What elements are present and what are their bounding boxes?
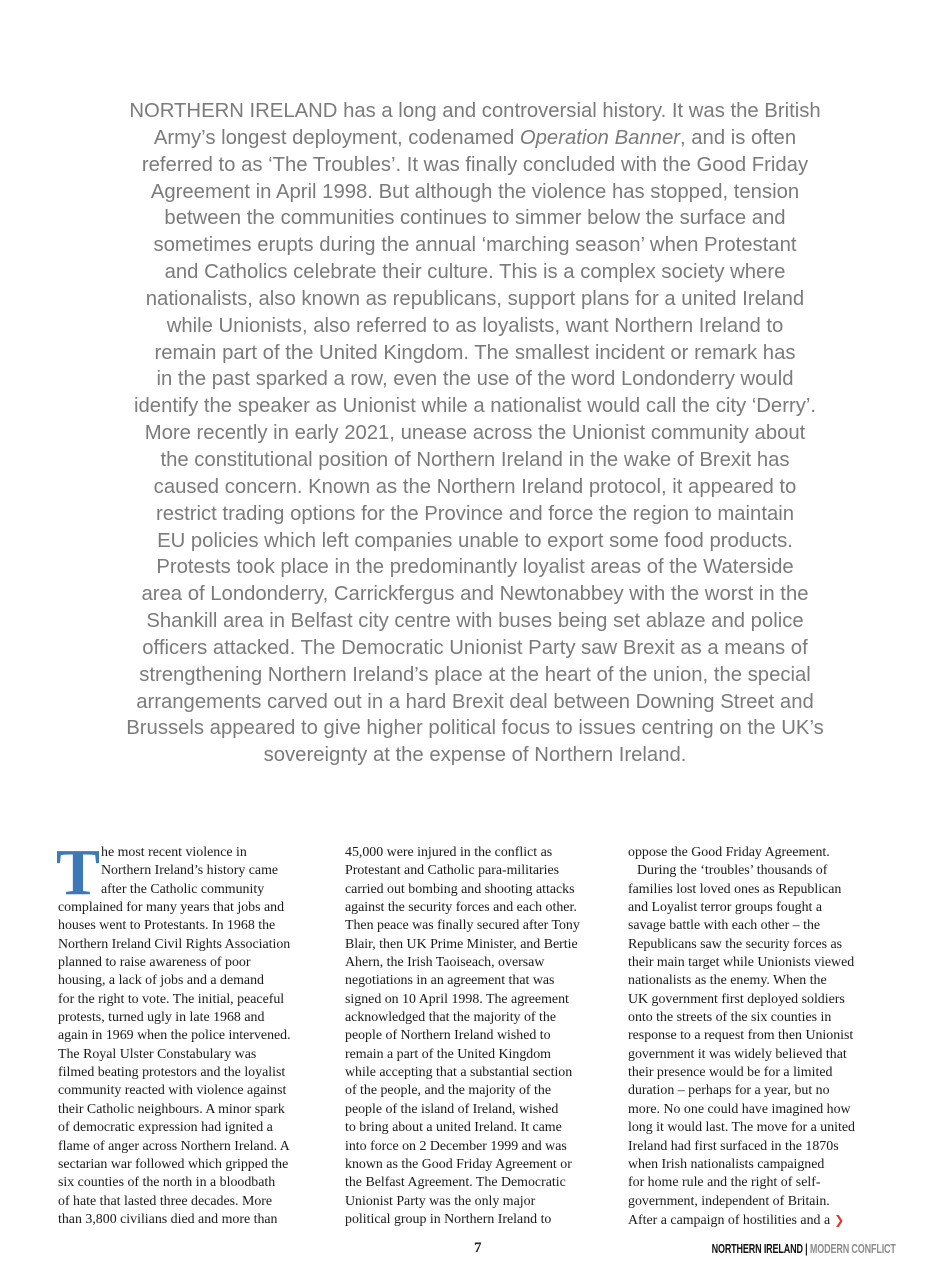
body-line-text: after the Catholic community xyxy=(101,881,265,897)
body-line-text: Ahern, the Irish Taoiseach, oversaw xyxy=(345,955,545,971)
body-line xyxy=(58,972,343,990)
body-line-text: acknowledged that the majority of the xyxy=(345,1010,556,1026)
body-line-text: Republicans saw the security forces as xyxy=(628,936,843,952)
body-line xyxy=(58,1193,343,1211)
body-line-text: long it would last. The move for a united xyxy=(628,1120,855,1136)
body-line-text: and Loyalist terror groups fought a xyxy=(628,900,823,916)
body-line xyxy=(345,1174,630,1192)
body-line xyxy=(345,899,630,917)
body-line xyxy=(58,1064,343,1082)
body-line xyxy=(58,862,343,880)
body-line-text: signed on 10 April 1998. The agreement xyxy=(345,991,569,1007)
intro-line: Agreement in April 1998. But although the violence has stopped, tension xyxy=(150,180,800,203)
body-line-text: houses went to Protestants. In 1968 the xyxy=(58,918,276,934)
body-line xyxy=(345,1064,630,1082)
footer-section: NORTHERN IRELAND xyxy=(711,1242,804,1256)
body-line xyxy=(628,1119,913,1137)
body-column-1 xyxy=(56,836,343,1229)
body-line-text: filmed beating protestors and the loyalist xyxy=(58,1065,286,1081)
body-line xyxy=(58,899,343,917)
body-line-text: remain a part of the United Kingdom xyxy=(345,1046,551,1062)
operation-name: Operation Banner xyxy=(519,126,680,149)
body-line xyxy=(345,1119,630,1137)
body-line xyxy=(345,1211,630,1229)
body-line xyxy=(58,844,343,862)
body-line xyxy=(58,1174,343,1192)
body-line-text: After a campaign of hostilities and a xyxy=(628,1212,831,1228)
intro-line: caused concern. Known as the Northern Ireland protocol, it appeared to xyxy=(153,475,797,498)
body-line xyxy=(58,1101,343,1119)
body-line-text: to bring about a united Ireland. It came xyxy=(345,1120,562,1136)
body-line-text: 45,000 were injured in the conflict as xyxy=(345,845,553,860)
body-line-text: six counties of the north in a bloodbath xyxy=(58,1175,276,1191)
body-line-text: their presence would be for a limited xyxy=(628,1065,833,1081)
body-line-text: government it was widely believed that xyxy=(628,1046,847,1062)
intro-line: Protests took place in the predominantly loyalist areas of the Waterside xyxy=(156,556,794,579)
body-line-text: he most recent violence in xyxy=(101,845,247,860)
intro-line: referred to as ‘The Troubles’. It was finally concluded with the Good Friday xyxy=(141,153,809,176)
body-line xyxy=(345,991,630,1009)
intro-line: Brussels appeared to give higher political focus to issues centring on the UK’s xyxy=(126,717,824,740)
body-line xyxy=(628,1211,913,1230)
body-line-text: for home rule and the right of self- xyxy=(628,1175,821,1191)
intro-text: , and is often xyxy=(679,126,797,149)
body-line-text: Protestant and Catholic para-militaries xyxy=(345,863,560,879)
body-line-text: than 3,800 civilians died and more than xyxy=(58,1211,278,1227)
body-line xyxy=(345,1027,630,1045)
body-line-text: sectarian war followed which gripped the xyxy=(58,1156,289,1172)
body-line xyxy=(345,917,630,935)
body-line xyxy=(345,972,630,990)
body-line-text: savage battle with each other – the xyxy=(628,918,821,934)
body-line xyxy=(628,1156,913,1174)
body-line xyxy=(58,1009,343,1027)
body-line xyxy=(345,844,630,862)
body-line-text: community reacted with violence against xyxy=(58,1083,287,1099)
body-line-text: Northern Ireland Civil Rights Association xyxy=(58,936,291,952)
intro-line: strengthening Northern Ireland’s place at the heart of the union, the special xyxy=(139,663,811,686)
body-line-text: while accepting that a substantial section xyxy=(345,1065,573,1081)
body-line xyxy=(58,1138,343,1156)
body-line-text: protests, turned ugly in late 1968 and xyxy=(58,1010,265,1026)
body-line xyxy=(628,1009,913,1027)
body-line xyxy=(345,954,630,972)
body-line xyxy=(628,954,913,972)
page-number: 7 xyxy=(474,1240,482,1256)
body-line-text: for the right to vote. The initial, peaceful xyxy=(58,991,285,1007)
body-line xyxy=(628,1082,913,1100)
intro-paragraph xyxy=(0,98,950,769)
body-line xyxy=(628,1174,913,1192)
intro-line: the constitutional position of Northern Ireland in the wake of Brexit has xyxy=(160,448,790,471)
body-line-text: when Irish nationalists campaigned xyxy=(628,1156,825,1172)
intro-line: nationalists, also known as republicans, support plans for a united Ireland xyxy=(145,287,805,310)
body-line-text: response to a request from then Unionist xyxy=(628,1028,854,1044)
body-line xyxy=(58,1046,343,1064)
body-line xyxy=(628,1027,913,1045)
body-line xyxy=(628,936,913,954)
body-column-2 xyxy=(345,844,630,1229)
body-line-text: more. No one could have imagined how xyxy=(628,1101,851,1117)
body-line-text: government, independent of Britain. xyxy=(628,1193,830,1209)
running-footer xyxy=(712,1242,896,1256)
body-line xyxy=(345,1046,630,1064)
body-line xyxy=(345,881,630,899)
intro-line: More recently in early 2021, unease across the Unionist community about xyxy=(144,422,806,445)
body-line-text: their Catholic neighbours. A minor spark xyxy=(58,1101,285,1117)
intro-line: officers attacked. The Democratic Unionist Party saw Brexit as a means of xyxy=(142,636,808,659)
body-line xyxy=(58,881,343,899)
intro-line: and Catholics celebrate their culture. This is a complex society where xyxy=(164,261,786,284)
body-line xyxy=(628,881,913,899)
body-line xyxy=(628,972,913,990)
body-line-text: Blair, then UK Prime Minister, and Bertie xyxy=(345,936,578,952)
body-line xyxy=(628,899,913,917)
body-line xyxy=(345,1009,630,1027)
intro-line: in the past sparked a row, even the use of the word Londonderry would xyxy=(156,368,794,391)
body-line xyxy=(345,1101,630,1119)
intro-line: Shankill area in Belfast city centre with buses being set ablaze and police xyxy=(146,610,804,633)
body-line-text: nationalists as the enemy. When the xyxy=(628,973,827,989)
body-line-text: of the people, and the majority of the xyxy=(345,1083,551,1099)
intro-line: remain part of the United Kingdom. The smallest incident or remark has xyxy=(154,341,796,364)
body-line xyxy=(345,1138,630,1156)
body-line xyxy=(345,1193,630,1211)
body-line-text: carried out bombing and shooting attacks xyxy=(345,881,575,897)
intro-line: between the communities continues to simmer below the surface and xyxy=(164,207,786,230)
body-line-text: duration – perhaps for a year, but no xyxy=(628,1083,830,1099)
body-column-3 xyxy=(628,844,913,1230)
body-line xyxy=(628,1193,913,1211)
continue-arrow-icon: ❯ xyxy=(830,1212,845,1227)
body-line-text: complained for many years that jobs and xyxy=(58,900,285,916)
body-line xyxy=(628,1046,913,1064)
body-line-text: the Belfast Agreement. The Democratic xyxy=(345,1175,566,1191)
body-line xyxy=(58,1027,343,1045)
body-line-text: The Royal Ulster Constabulary was xyxy=(58,1046,257,1062)
body-line xyxy=(628,844,913,862)
body-line-text: Ireland had first surfaced in the 1870s xyxy=(628,1138,839,1154)
body-line-text: planned to raise awareness of poor xyxy=(58,955,251,971)
intro-text: Army’s longest deployment, codenamed xyxy=(153,126,520,149)
body-line xyxy=(628,991,913,1009)
body-line-text: Then peace was finally secured after Tony xyxy=(345,918,580,934)
body-line xyxy=(58,1156,343,1174)
intro-line: restrict trading options for the Province and force the region to maintain xyxy=(155,502,795,525)
body-line xyxy=(628,1138,913,1156)
intro-line: NORTHERN IRELAND has a long and controversial history. It was the British xyxy=(129,100,821,122)
body-line xyxy=(58,1119,343,1137)
body-line-text: flame of anger across Northern Ireland. A xyxy=(58,1138,290,1154)
body-line xyxy=(58,1211,343,1229)
body-line xyxy=(345,936,630,954)
body-line xyxy=(628,1101,913,1119)
body-line xyxy=(345,862,630,880)
body-line-text: people of the island of Ireland, wished xyxy=(345,1101,559,1117)
body-line-text: again in 1969 when the police intervened. xyxy=(58,1028,291,1044)
body-line-text: of democratic expression had ignited a xyxy=(58,1120,273,1136)
body-line-text: against the security forces and each other. xyxy=(345,900,577,916)
body-line xyxy=(628,917,913,935)
footer-subsection: MODERN CONFLICT xyxy=(810,1242,896,1256)
body-line xyxy=(628,1064,913,1082)
intro-line: arrangements carved out in a hard Brexit deal between Downing Street and xyxy=(136,690,814,713)
body-line-text: oppose the Good Friday Agreement. xyxy=(628,845,830,860)
intro-line xyxy=(0,125,950,152)
body-line-text: During the ‘troubles’ thousands of xyxy=(637,863,828,879)
intro-line: area of Londonderry, Carrickfergus and Newtonabbey with the worst in the xyxy=(141,583,809,606)
body-line xyxy=(58,936,343,954)
footer-separator: | xyxy=(805,1242,808,1256)
drop-cap: T xyxy=(56,836,101,909)
intro-line: identify the speaker as Unionist while a nationalist would call the city ‘Derry’. xyxy=(134,395,816,418)
body-line-text: UK government first deployed soldiers xyxy=(628,991,845,1007)
intro-line: EU policies which left companies unable to export some food products. xyxy=(157,529,793,552)
body-line-text: their main target while Unionists viewed xyxy=(628,955,855,971)
body-line xyxy=(345,1082,630,1100)
body-line xyxy=(345,1156,630,1174)
body-line-text: families lost loved ones as Republican xyxy=(628,881,842,897)
body-line-text: negotiations in an agreement that was xyxy=(345,973,555,989)
body-line xyxy=(58,991,343,1009)
body-line-text: Unionist Party was the only major xyxy=(345,1193,536,1209)
intro-line: sometimes erupts during the annual ‘marching season’ when Protestant xyxy=(153,234,797,257)
body-line xyxy=(58,1082,343,1100)
body-line-text: people of Northern Ireland wished to xyxy=(345,1028,551,1044)
body-line xyxy=(628,862,913,880)
body-line-text: of hate that lasted three decades. More xyxy=(58,1193,273,1209)
intro-line: while Unionists, also referred to as loyalists, want Northern Ireland to xyxy=(166,314,784,337)
body-line-text: onto the streets of the six counties in xyxy=(628,1010,832,1026)
body-line-text: into force on 2 December 1999 and was xyxy=(345,1138,567,1154)
body-line-text: housing, a lack of jobs and a demand xyxy=(58,973,264,989)
body-line xyxy=(58,917,343,935)
body-line-text: political group in Northern Ireland to xyxy=(345,1211,552,1227)
body-line xyxy=(58,954,343,972)
body-line-text: known as the Good Friday Agreement or xyxy=(345,1156,572,1172)
intro-line: sovereignty at the expense of Northern Ireland. xyxy=(263,744,687,767)
body-line-text: Northern Ireland’s history came xyxy=(101,863,279,879)
